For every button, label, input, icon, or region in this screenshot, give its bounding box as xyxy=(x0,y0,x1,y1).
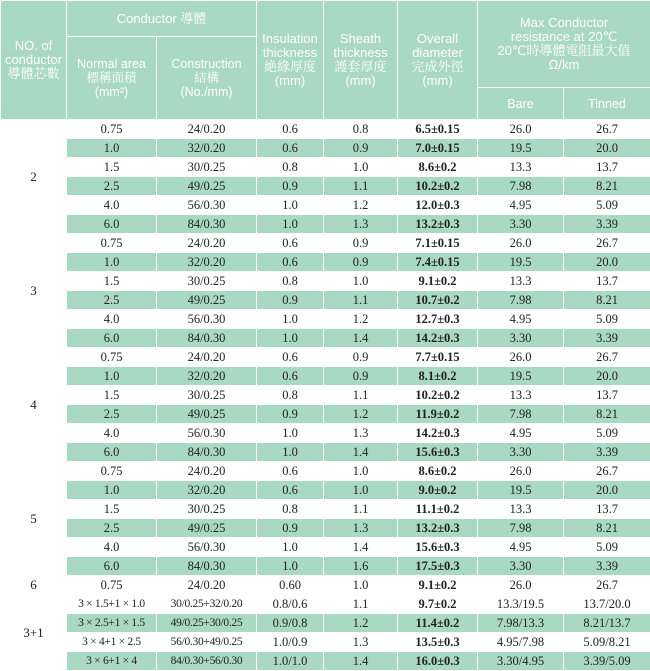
cell-insulation: 0.9/0.8 xyxy=(257,614,324,633)
cell-sheath: 1.0 xyxy=(324,481,398,500)
cell-resistance-tinned: 26.7 xyxy=(564,234,650,253)
cell-construction: 24/0.20 xyxy=(157,462,257,481)
cell-construction: 24/0.20 xyxy=(157,348,257,367)
cell-resistance-bare: 4.95 xyxy=(478,424,564,443)
cell-insulation: 1.0 xyxy=(257,196,324,215)
cell-normal-area: 2.5 xyxy=(67,291,157,310)
table-row xyxy=(1,614,650,633)
table-row xyxy=(1,291,650,310)
cell-construction: 49/0.25 xyxy=(157,519,257,538)
table-row xyxy=(1,576,650,595)
cell-sheath: 1.3 xyxy=(324,215,398,234)
cell-overall-diameter: 6.5±0.15 xyxy=(398,120,478,139)
table-row xyxy=(1,633,650,652)
cell-resistance-tinned: 13.7 xyxy=(564,500,650,519)
cell-resistance-tinned: 5.09 xyxy=(564,310,650,329)
cell-overall-diameter: 9.0±0.2 xyxy=(398,481,478,500)
table-row xyxy=(1,120,650,139)
cell-insulation: 0.6 xyxy=(257,234,324,253)
cell-insulation: 1.0 xyxy=(257,310,324,329)
cell-overall-diameter: 15.6±0.3 xyxy=(398,538,478,557)
cell-overall-diameter: 12.7±0.3 xyxy=(398,310,478,329)
cell-insulation: 0.6 xyxy=(257,120,324,139)
cell-normal-area: 6.0 xyxy=(67,557,157,576)
cell-resistance-tinned: 8.21/13.7 xyxy=(564,614,650,633)
cell-resistance-tinned: 3.39 xyxy=(564,557,650,576)
conductor-count-cell: 3+1 xyxy=(1,595,67,671)
cell-overall-diameter: 16.0±0.3 xyxy=(398,652,478,671)
table-row xyxy=(1,253,650,272)
cell-construction: 30/0.25 xyxy=(157,500,257,519)
header-tinned: Tinned xyxy=(564,88,650,120)
cell-resistance-tinned: 3.39/5.09 xyxy=(564,652,650,671)
cell-overall-diameter: 8.6±0.2 xyxy=(398,462,478,481)
cell-insulation: 0.8 xyxy=(257,158,324,177)
cell-resistance-bare: 4.95/7.98 xyxy=(478,633,564,652)
conductor-count-cell: 3 xyxy=(1,234,67,348)
table-row xyxy=(1,272,650,291)
conductor-count-cell: 4 xyxy=(1,348,67,462)
cell-sheath: 1.4 xyxy=(324,538,398,557)
cell-resistance-tinned: 5.09 xyxy=(564,424,650,443)
cell-normal-area: 1.0 xyxy=(67,253,157,272)
cell-sheath: 0.9 xyxy=(324,234,398,253)
cell-sheath: 1.1 xyxy=(324,500,398,519)
cell-resistance-bare: 13.3/19.5 xyxy=(478,595,564,614)
cell-overall-diameter: 10.7±0.2 xyxy=(398,291,478,310)
cell-resistance-tinned: 13.7 xyxy=(564,386,650,405)
cell-resistance-bare: 3.30 xyxy=(478,329,564,348)
cell-sheath: 0.8 xyxy=(324,120,398,139)
table-row xyxy=(1,519,650,538)
cell-resistance-bare: 3.30 xyxy=(478,557,564,576)
cell-resistance-tinned: 26.7 xyxy=(564,462,650,481)
cell-overall-diameter: 9.7±0.2 xyxy=(398,595,478,614)
cell-sheath: 1.1 xyxy=(324,386,398,405)
cell-resistance-tinned: 8.21 xyxy=(564,405,650,424)
cell-overall-diameter: 13.2±0.3 xyxy=(398,215,478,234)
cell-normal-area: 0.75 xyxy=(67,120,157,139)
table-row xyxy=(1,652,650,671)
cell-resistance-bare: 13.3 xyxy=(478,272,564,291)
header-insulation-thickness: Insulation thickness 絶緣厚度 (mm) xyxy=(257,1,324,120)
cell-insulation: 0.6 xyxy=(257,348,324,367)
cell-normal-area: 1.0 xyxy=(67,367,157,386)
cell-insulation: 1.0/1.0 xyxy=(257,652,324,671)
cell-resistance-bare: 19.5 xyxy=(478,367,564,386)
cell-resistance-bare: 13.3 xyxy=(478,500,564,519)
cell-normal-area: 4.0 xyxy=(67,310,157,329)
table-row xyxy=(1,405,650,424)
cell-normal-area: 4.0 xyxy=(67,424,157,443)
cell-resistance-bare: 7.98 xyxy=(478,291,564,310)
cell-overall-diameter: 7.1±0.15 xyxy=(398,234,478,253)
cell-construction: 49/0.25+30/0.25 xyxy=(157,614,257,633)
cell-resistance-bare: 3.30 xyxy=(478,215,564,234)
header-no-of-conductor: NO. of conductor 導體芯數 xyxy=(1,1,67,120)
cell-resistance-tinned: 26.7 xyxy=(564,120,650,139)
cell-normal-area: 1.0 xyxy=(67,139,157,158)
cell-sheath: 1.6 xyxy=(324,557,398,576)
cell-insulation: 0.6 xyxy=(257,253,324,272)
cell-construction: 32/0.20 xyxy=(157,481,257,500)
table-row xyxy=(1,481,650,500)
table-row xyxy=(1,500,650,519)
table-row xyxy=(1,386,650,405)
table-row xyxy=(1,139,650,158)
cell-normal-area: 0.75 xyxy=(67,576,157,595)
cell-insulation: 0.6 xyxy=(257,462,324,481)
cell-overall-diameter: 9.1±0.2 xyxy=(398,576,478,595)
cell-construction: 56/0.30 xyxy=(157,424,257,443)
cell-insulation: 0.8/0.6 xyxy=(257,595,324,614)
cell-normal-area: 0.75 xyxy=(67,348,157,367)
cell-sheath: 0.9 xyxy=(324,139,398,158)
cell-normal-area: 2.5 xyxy=(67,177,157,196)
cell-sheath: 1.0 xyxy=(324,272,398,291)
cell-construction: 24/0.20 xyxy=(157,576,257,595)
cell-overall-diameter: 10.2±0.2 xyxy=(398,177,478,196)
cell-construction: 56/0.30+49/0.25 xyxy=(157,633,257,652)
cell-sheath: 1.0 xyxy=(324,576,398,595)
cell-construction: 30/0.25+32/0.20 xyxy=(157,595,257,614)
cell-normal-area: 6.0 xyxy=(67,443,157,462)
cell-construction: 32/0.20 xyxy=(157,139,257,158)
cell-resistance-tinned: 3.39 xyxy=(564,443,650,462)
table-row xyxy=(1,329,650,348)
cell-construction: 84/0.30 xyxy=(157,329,257,348)
cell-overall-diameter: 14.2±0.3 xyxy=(398,424,478,443)
cell-overall-diameter: 7.0±0.15 xyxy=(398,139,478,158)
cell-insulation: 1.0 xyxy=(257,215,324,234)
cell-resistance-bare: 26.0 xyxy=(478,462,564,481)
cell-sheath: 1.3 xyxy=(324,633,398,652)
table-row xyxy=(1,215,650,234)
cell-sheath: 1.2 xyxy=(324,405,398,424)
cell-resistance-tinned: 26.7 xyxy=(564,576,650,595)
cell-insulation: 1.0 xyxy=(257,538,324,557)
cell-insulation: 1.0 xyxy=(257,557,324,576)
cell-overall-diameter: 11.9±0.2 xyxy=(398,405,478,424)
cell-construction: 30/0.25 xyxy=(157,272,257,291)
cell-resistance-bare: 26.0 xyxy=(478,348,564,367)
cell-resistance-tinned: 13.7 xyxy=(564,158,650,177)
cell-resistance-tinned: 13.7/20.0 xyxy=(564,595,650,614)
cell-normal-area: 3 × 6+1 × 4 xyxy=(67,652,157,671)
header-sheath-thickness: Sheath thickness 護套厚度 (mm) xyxy=(324,1,398,120)
cell-insulation: 1.0 xyxy=(257,329,324,348)
cell-resistance-tinned: 8.21 xyxy=(564,519,650,538)
cell-normal-area: 4.0 xyxy=(67,196,157,215)
cell-normal-area: 3 × 1.5+1 × 1.0 xyxy=(67,595,157,614)
cell-sheath: 0.9 xyxy=(324,367,398,386)
header-normal-area: Normal area 標稱面積 (mm²) xyxy=(67,37,157,120)
cell-normal-area: 1.5 xyxy=(67,386,157,405)
cell-normal-area: 4.0 xyxy=(67,538,157,557)
table-row xyxy=(1,158,650,177)
cell-insulation: 0.9 xyxy=(257,405,324,424)
cell-resistance-bare: 4.95 xyxy=(478,538,564,557)
header-construction: Construction 結構 (No./mm) xyxy=(157,37,257,120)
cell-construction: 56/0.30 xyxy=(157,196,257,215)
conductor-count-cell: 5 xyxy=(1,462,67,576)
table-row xyxy=(1,196,650,215)
cell-overall-diameter: 11.1±0.2 xyxy=(398,500,478,519)
table-row xyxy=(1,443,650,462)
cell-sheath: 1.4 xyxy=(324,329,398,348)
cell-insulation: 0.8 xyxy=(257,272,324,291)
table-row xyxy=(1,595,650,614)
header-bare: Bare xyxy=(478,88,564,120)
cell-resistance-tinned: 8.21 xyxy=(564,291,650,310)
table-row xyxy=(1,310,650,329)
cell-sheath: 1.1 xyxy=(324,291,398,310)
cell-sheath: 1.3 xyxy=(324,519,398,538)
conductor-count-cell: 6 xyxy=(1,576,67,595)
cell-overall-diameter: 10.2±0.2 xyxy=(398,386,478,405)
cell-resistance-bare: 7.98 xyxy=(478,519,564,538)
table-row xyxy=(1,234,650,253)
cell-construction: 84/0.30 xyxy=(157,557,257,576)
cell-overall-diameter: 8.1±0.2 xyxy=(398,367,478,386)
cell-overall-diameter: 9.1±0.2 xyxy=(398,272,478,291)
cell-resistance-bare: 19.5 xyxy=(478,139,564,158)
cell-normal-area: 0.75 xyxy=(67,462,157,481)
cell-resistance-bare: 7.98 xyxy=(478,177,564,196)
table-row xyxy=(1,557,650,576)
cell-sheath: 1.3 xyxy=(324,424,398,443)
cell-construction: 24/0.20 xyxy=(157,234,257,253)
cell-resistance-bare: 19.5 xyxy=(478,481,564,500)
cell-overall-diameter: 17.5±0.3 xyxy=(398,557,478,576)
cell-construction: 32/0.20 xyxy=(157,253,257,272)
cell-sheath: 0.9 xyxy=(324,253,398,272)
cell-resistance-bare: 7.98 xyxy=(478,405,564,424)
cell-construction: 84/0.30 xyxy=(157,443,257,462)
cell-resistance-tinned: 5.09 xyxy=(564,538,650,557)
cell-overall-diameter: 7.7±0.15 xyxy=(398,348,478,367)
cell-sheath: 0.9 xyxy=(324,348,398,367)
cell-sheath: 1.2 xyxy=(324,196,398,215)
cell-sheath: 1.2 xyxy=(324,614,398,633)
cell-construction: 84/0.30+56/0.30 xyxy=(157,652,257,671)
cell-resistance-bare: 3.30/4.95 xyxy=(478,652,564,671)
table-body xyxy=(1,120,650,671)
cell-resistance-tinned: 5.09 xyxy=(564,196,650,215)
cell-resistance-bare: 4.95 xyxy=(478,310,564,329)
cell-resistance-tinned: 20.0 xyxy=(564,481,650,500)
cell-overall-diameter: 13.5±0.3 xyxy=(398,633,478,652)
header-conductor: Conductor 導體 xyxy=(67,1,257,37)
cell-resistance-tinned: 20.0 xyxy=(564,367,650,386)
cell-resistance-bare: 7.98/13.3 xyxy=(478,614,564,633)
cell-overall-diameter: 15.6±0.3 xyxy=(398,443,478,462)
cell-insulation: 0.8 xyxy=(257,500,324,519)
table-row xyxy=(1,462,650,481)
header-overall-diameter: Overall diameter 完成外徑 (mm) xyxy=(398,1,478,120)
cell-sheath: 1.1 xyxy=(324,595,398,614)
cell-overall-diameter: 11.4±0.2 xyxy=(398,614,478,633)
table-row xyxy=(1,538,650,557)
cell-sheath: 1.0 xyxy=(324,158,398,177)
cell-sheath: 1.1 xyxy=(324,177,398,196)
cell-insulation: 0.9 xyxy=(257,177,324,196)
cell-resistance-bare: 13.3 xyxy=(478,386,564,405)
cell-resistance-tinned: 26.7 xyxy=(564,348,650,367)
cell-insulation: 1.0 xyxy=(257,443,324,462)
cell-normal-area: 1.5 xyxy=(67,158,157,177)
cell-normal-area: 2.5 xyxy=(67,519,157,538)
cell-insulation: 0.6 xyxy=(257,481,324,500)
cell-normal-area: 2.5 xyxy=(67,405,157,424)
cell-resistance-tinned: 20.0 xyxy=(564,253,650,272)
cell-normal-area: 3 × 2.5+1 × 1.5 xyxy=(67,614,157,633)
cell-overall-diameter: 7.4±0.15 xyxy=(398,253,478,272)
cell-insulation: 1.0 xyxy=(257,424,324,443)
cell-construction: 30/0.25 xyxy=(157,158,257,177)
cell-resistance-bare: 26.0 xyxy=(478,576,564,595)
cell-construction: 24/0.20 xyxy=(157,120,257,139)
cell-construction: 30/0.25 xyxy=(157,386,257,405)
cell-overall-diameter: 8.6±0.2 xyxy=(398,158,478,177)
cell-resistance-tinned: 5.09/8.21 xyxy=(564,633,650,652)
cell-sheath: 1.4 xyxy=(324,652,398,671)
cell-construction: 56/0.30 xyxy=(157,538,257,557)
cell-resistance-tinned: 8.21 xyxy=(564,177,650,196)
cell-insulation: 0.60 xyxy=(257,576,324,595)
cell-resistance-tinned: 3.39 xyxy=(564,329,650,348)
table-row xyxy=(1,348,650,367)
cell-construction: 84/0.30 xyxy=(157,215,257,234)
cell-construction: 49/0.25 xyxy=(157,291,257,310)
cell-overall-diameter: 12.0±0.3 xyxy=(398,196,478,215)
cell-normal-area: 0.75 xyxy=(67,234,157,253)
cell-sheath: 1.2 xyxy=(324,310,398,329)
cell-normal-area: 3 × 4+1 × 2.5 xyxy=(67,633,157,652)
header-max-conductor-resistance: Max Conductor resistance at 20℃ 20℃時導體電阻最大值 Ω/km xyxy=(478,1,650,88)
cell-normal-area: 6.0 xyxy=(67,215,157,234)
cell-overall-diameter: 14.2±0.3 xyxy=(398,329,478,348)
cell-insulation: 0.9 xyxy=(257,519,324,538)
cell-normal-area: 1.0 xyxy=(67,481,157,500)
cell-normal-area: 1.5 xyxy=(67,500,157,519)
cell-construction: 49/0.25 xyxy=(157,405,257,424)
cell-construction: 56/0.30 xyxy=(157,310,257,329)
cell-normal-area: 6.0 xyxy=(67,329,157,348)
cell-sheath: 1.0 xyxy=(324,462,398,481)
conductor-count-cell: 2 xyxy=(1,120,67,234)
table-row xyxy=(1,177,650,196)
cell-resistance-bare: 13.3 xyxy=(478,158,564,177)
cell-insulation: 0.8 xyxy=(257,386,324,405)
cell-insulation: 1.0/0.9 xyxy=(257,633,324,652)
cell-sheath: 1.4 xyxy=(324,443,398,462)
cell-construction: 49/0.25 xyxy=(157,177,257,196)
cell-resistance-bare: 26.0 xyxy=(478,234,564,253)
cell-construction: 32/0.20 xyxy=(157,367,257,386)
cell-insulation: 0.6 xyxy=(257,367,324,386)
cell-insulation: 0.9 xyxy=(257,291,324,310)
cell-normal-area: 1.5 xyxy=(67,272,157,291)
cell-resistance-bare: 3.30 xyxy=(478,443,564,462)
table-row xyxy=(1,367,650,386)
cell-resistance-tinned: 13.7 xyxy=(564,272,650,291)
table-row xyxy=(1,424,650,443)
cell-insulation: 0.6 xyxy=(257,139,324,158)
cell-resistance-tinned: 20.0 xyxy=(564,139,650,158)
cell-resistance-bare: 19.5 xyxy=(478,253,564,272)
cell-resistance-bare: 26.0 xyxy=(478,120,564,139)
cell-resistance-tinned: 3.39 xyxy=(564,215,650,234)
cell-overall-diameter: 13.2±0.3 xyxy=(398,519,478,538)
cell-resistance-bare: 4.95 xyxy=(478,196,564,215)
